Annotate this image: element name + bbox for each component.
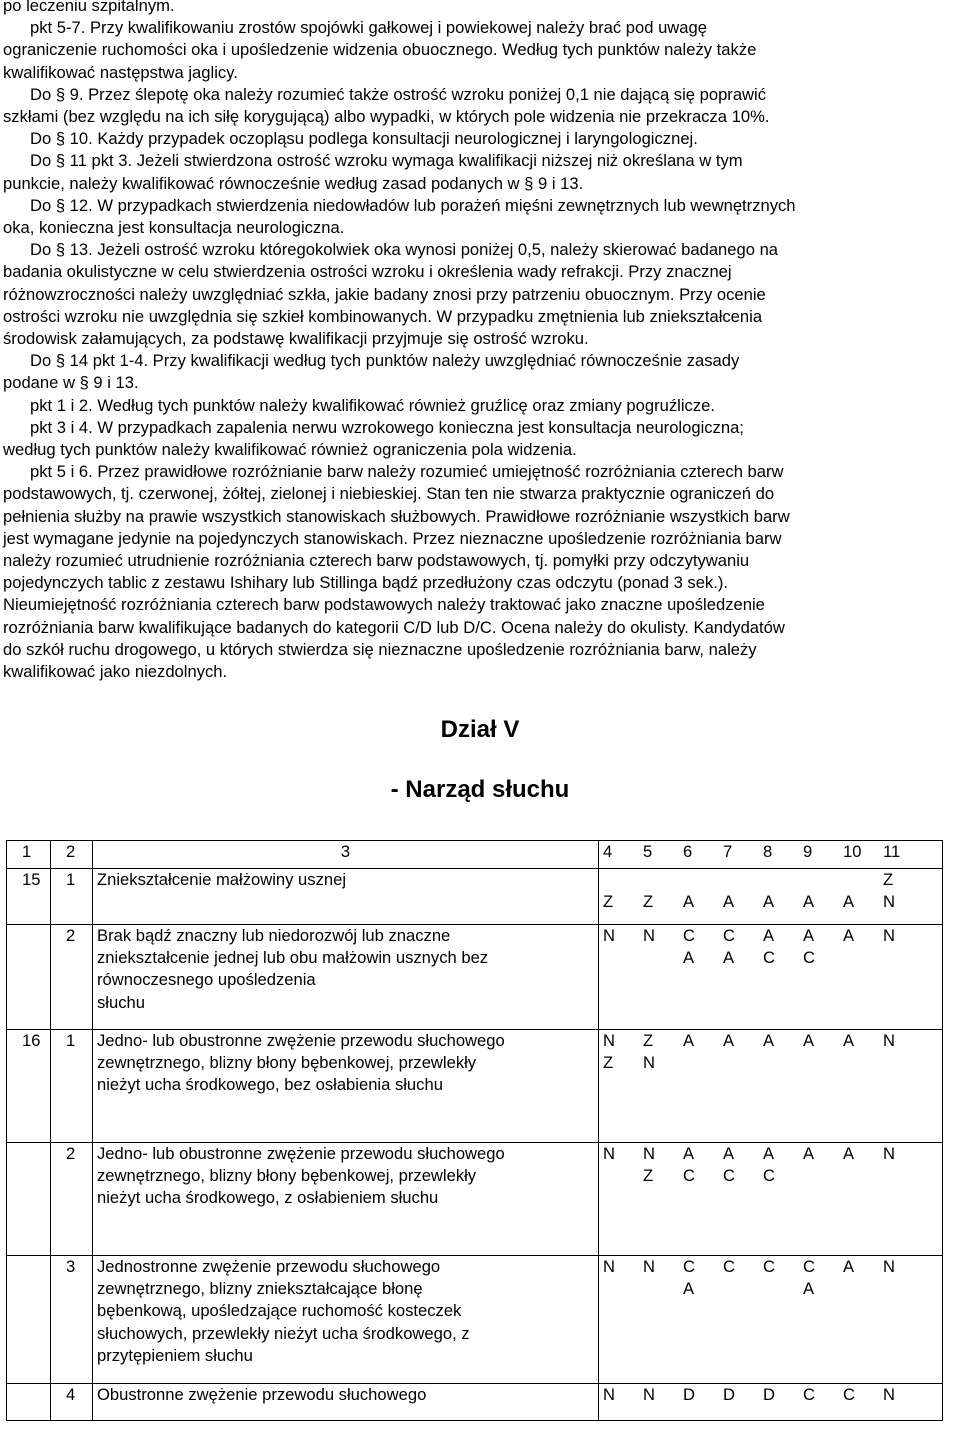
category-code: C — [683, 1166, 695, 1186]
description-line: zniekształcenie jednej lub obu małżowin usznych bez — [97, 948, 489, 968]
table-row — [7, 1384, 943, 1421]
code-line — [603, 925, 942, 947]
row-subnumber: 2 — [51, 925, 93, 1030]
category-code: N — [883, 892, 895, 912]
category-code: Z — [643, 892, 654, 912]
paragraph-line: według tych punktów należy kwalifikować również ograniczenia pola widzenia. — [3, 440, 577, 460]
paragraph-line: po leczeniu szpitalnym. — [3, 0, 175, 15]
category-code: A — [683, 1144, 695, 1163]
paragraph-line: Do § 9. Przez ślepotę oka należy rozumieć także ostrość wzroku poniżej 0,1 nie dającą się poprawić — [30, 84, 767, 104]
description-line: Jednostronne zwężenie przewodu słuchowego — [97, 1257, 441, 1276]
category-code — [883, 1278, 923, 1300]
category-code: A — [803, 892, 815, 912]
qualification-table — [6, 840, 943, 1421]
category-code: N — [883, 1385, 895, 1404]
category-code — [763, 869, 803, 891]
category-code — [763, 1052, 803, 1074]
row-description: Zniekształcenie małżowiny usznej — [93, 869, 599, 925]
paragraph-line: rozróżniania barw kwalifikujące badanych do kategorii C/D lub D/C. Ocena należy do okulisty. Kandydatów — [3, 617, 785, 637]
paragraph-line: ostrości wzroku nie uwzględnia się szkieł kombinowanych. W przypadku zmętnienia lub zniekształcenia — [3, 306, 763, 326]
category-code: Z — [643, 1166, 654, 1186]
category-code: C — [683, 1257, 695, 1276]
paragraph-line: jest wymagane jedynie na pojedynczych stanowiskach. Przez nieznaczne upośledzenie rozróżniania barw — [3, 528, 782, 548]
category-code — [843, 1052, 883, 1074]
category-code: N — [603, 926, 615, 945]
description-line: słuchowych, przewlekły nieżyt ucha środkowego, z — [97, 1323, 470, 1343]
code-line — [603, 869, 942, 891]
category-code: Z — [603, 892, 614, 912]
header-col-codes — [599, 841, 943, 869]
description-line: zewnętrznego, blizny błony bębenkowej, przewlekły — [97, 1166, 477, 1186]
header-col-7: 7 — [723, 842, 733, 861]
description-line: zewnętrznego, blizny błony bębenkowej, przewlekły — [97, 1053, 477, 1073]
category-code: C — [683, 926, 695, 945]
header-col-1: 1 — [7, 841, 51, 869]
category-code: Z — [883, 870, 894, 889]
table-row — [7, 869, 943, 925]
row-description — [93, 1256, 599, 1384]
paragraph-line: środowisk załamujących, za podstawę kwalifikacji przyjmuje się ostrość wzroku. — [3, 329, 589, 349]
description-line: nieżyt ucha środkowego, bez osłabienia słuchu — [97, 1075, 443, 1095]
description-line: Jedno- lub obustronne zwężenie przewodu słuchowego — [97, 1031, 505, 1050]
code-line — [603, 1256, 942, 1278]
category-code: C — [763, 948, 775, 968]
description-line: równoczesnego upośledzenia — [97, 970, 316, 990]
paragraph-line: kwalifikować jako niezdolnych. — [3, 662, 228, 682]
row-codes — [599, 1143, 943, 1256]
category-code: A — [843, 926, 855, 945]
row-codes — [599, 1256, 943, 1384]
category-code — [843, 1278, 883, 1300]
row-description — [93, 1143, 599, 1256]
row-description — [93, 925, 599, 1030]
code-line — [603, 1278, 942, 1300]
category-code: A — [803, 926, 815, 945]
category-code — [683, 1052, 723, 1074]
description-line: przytępieniem słuchu — [97, 1345, 253, 1365]
row-number — [7, 1256, 51, 1384]
category-code: D — [723, 1385, 735, 1404]
header-col-5: 5 — [643, 842, 653, 861]
category-code — [603, 1165, 643, 1187]
category-code: A — [803, 1031, 815, 1050]
paragraph-line: pkt 5 i 6. Przez prawidłowe rozróżnianie barw należy rozumieć umiejętność rozróżniania czterech barw — [30, 462, 784, 482]
category-code: A — [763, 892, 775, 912]
category-code — [603, 947, 643, 969]
paragraph-line: różnowzroczności należy uwzględniać szkła, jakie badany znosi przy patrzeniu obuocznym. Przy ocenie — [3, 284, 766, 304]
category-code: A — [803, 1144, 815, 1163]
category-code: A — [723, 1144, 735, 1163]
row-codes — [599, 1030, 943, 1143]
table-row — [7, 1143, 943, 1256]
category-code — [883, 1052, 923, 1074]
category-code: A — [843, 1031, 855, 1050]
category-code: N — [603, 1031, 615, 1050]
header-codes — [603, 841, 942, 863]
category-code: A — [723, 1031, 735, 1050]
row-number: 15 — [7, 869, 51, 925]
category-code: Z — [603, 1053, 614, 1073]
category-code: A — [683, 1031, 695, 1050]
paragraph-line: Do § 10. Każdy przypadek oczopląsu podlega konsultacji neurologicznej i laryngologicznej. — [30, 129, 698, 149]
row-description — [93, 1030, 599, 1143]
row-subnumber: 2 — [51, 1143, 93, 1256]
category-code: N — [643, 926, 655, 945]
category-code — [723, 1278, 763, 1300]
category-code — [723, 1052, 763, 1074]
category-code: C — [803, 948, 815, 968]
category-code — [843, 869, 883, 891]
paragraph-line: pojedynczych tablic z zestawu Ishihary lub Stillinga bądź przedłużony czas odczytu (ponad 3 sek.). — [3, 573, 728, 593]
category-code: A — [843, 1144, 855, 1163]
category-code — [803, 869, 843, 891]
paragraph-line: pkt 1 i 2. Według tych punktów należy kwalifikować również gruźlicę oraz zmiany pogruźlicze. — [30, 395, 715, 415]
row-codes — [599, 925, 943, 1030]
category-code — [643, 869, 683, 891]
paragraph-line: pkt 3 i 4. W przypadkach zapalenia nerwu wzrokowego konieczna jest konsultacja neurologiczna; — [30, 417, 744, 437]
category-code — [643, 1278, 683, 1300]
section-subtitle: - Narząd słuchu — [390, 776, 570, 803]
category-code: N — [883, 1257, 895, 1276]
category-code: N — [603, 1385, 615, 1404]
row-codes — [599, 869, 943, 925]
row-subnumber: 1 — [51, 869, 93, 925]
header-col-9: 9 — [803, 842, 813, 861]
category-code: C — [763, 1257, 775, 1276]
category-code: A — [763, 926, 775, 945]
paragraph-line: ograniczenie ruchomości oka i upośledzenie widzenia obuocznego. Według tych punktów należy także — [3, 40, 757, 60]
category-code: C — [843, 1385, 855, 1404]
paragraph-line: Do § 13. Jeżeli ostrość wzroku któregokolwiek oka wynosi poniżej 0,5, należy skierować badanego na — [30, 240, 779, 260]
category-code: A — [803, 1279, 815, 1299]
header-col-3: 3 — [93, 841, 599, 869]
paragraph-line: pkt 5-7. Przy kwalifikowaniu zrostów spojówki gałkowej i powiekowej należy brać pod uwagę — [30, 18, 707, 38]
paragraph-line: należy rozumieć utrudnienie rozróżniania czterech barw podstawowych, tj. pomyłki przy odczytywaniu — [3, 551, 750, 571]
category-code: N — [643, 1144, 655, 1163]
code-line — [603, 1052, 942, 1074]
code-line — [603, 1143, 942, 1165]
table-row — [7, 925, 943, 1030]
row-number — [7, 925, 51, 1030]
row-codes — [599, 1384, 943, 1421]
category-code — [883, 947, 923, 969]
header-col-4: 4 — [603, 842, 613, 861]
category-code — [723, 869, 763, 891]
category-code: Z — [643, 1031, 654, 1050]
category-code: A — [683, 948, 695, 968]
row-subnumber: 4 — [51, 1384, 93, 1421]
paragraph-line: podstawowych, tj. czerwonej, żółtej, zielonej i niebieskiej. Stan ten nie stwarza praktycznie ograniczeń do — [3, 484, 775, 504]
paragraph-line: oka, konieczna jest konsultacja neurologiczna. — [3, 218, 345, 238]
category-code: A — [763, 1031, 775, 1050]
paragraph-line: pełnienia służby na prawie wszystkich stanowiskach służbowych. Prawidłowe rozróżnianie wszystkich barw — [3, 506, 790, 526]
category-code: N — [883, 1031, 895, 1050]
category-code — [643, 947, 683, 969]
paragraph-line: podane w § 9 i 13. — [3, 373, 139, 393]
paragraph-line: kwalifikować następstwa jaglicy. — [3, 62, 238, 82]
description-line: Brak bądź znaczny lub niedorozwój lub znaczne — [97, 926, 451, 945]
row-number — [7, 1384, 51, 1421]
category-code: A — [843, 1257, 855, 1276]
category-code: N — [643, 1257, 655, 1276]
category-code: A — [723, 948, 735, 968]
code-line — [603, 891, 942, 913]
paragraph-line: Do § 11 pkt 3. Jeżeli stwierdzona ostrość wzroku wymaga kwalifikacji niższej niż określana w tym — [30, 151, 743, 171]
row-description — [93, 1384, 599, 1421]
paragraph-line: Nieumiejętność rozróżniania czterech barw podstawowych należy traktować jako znaczne upośledzenie — [3, 595, 765, 615]
category-code: N — [883, 926, 895, 945]
category-code: A — [683, 1279, 695, 1299]
table-row — [7, 1030, 943, 1143]
category-code — [883, 1165, 923, 1187]
header-col-2: 2 — [51, 841, 93, 869]
paragraph-line: punkcie, należy kwalifikować równocześnie według zasad podanych w § 9 i 13. — [3, 173, 584, 193]
code-line — [603, 1165, 942, 1187]
category-code: N — [603, 1144, 615, 1163]
row-number — [7, 1143, 51, 1256]
document-body — [3, 0, 960, 683]
category-code: C — [723, 1166, 735, 1186]
category-code: C — [763, 1166, 775, 1186]
category-code: N — [603, 1257, 615, 1276]
category-code: N — [643, 1053, 655, 1073]
category-code: D — [683, 1385, 695, 1404]
description-line: zewnętrznego, blizny zniekształcające błonę — [97, 1279, 423, 1299]
paragraph-line: badania okulistyczne w celu stwierdzenia ostrości wzroku i określenia wady refrakcji. Przy znacznej — [3, 262, 732, 282]
code-line — [603, 947, 942, 969]
header-col-11: 11 — [883, 842, 901, 861]
code-line — [603, 1384, 942, 1406]
category-code: C — [723, 1257, 735, 1276]
category-code: N — [643, 1385, 655, 1404]
paragraph-line: do szkół ruchu drogowego, u których stwierdza się nieznaczne upośledzenie rozróżniania barw, należy — [3, 639, 757, 659]
header-col-10: 10 — [843, 842, 862, 861]
category-code — [843, 947, 883, 969]
paragraph-line: Do § 12. W przypadkach stwierdzenia niedowładów lub porażeń mięśni zewnętrznych lub wewnętrznych — [30, 195, 796, 215]
description-line: nieżyt ucha środkowego, z osłabieniem słuchu — [97, 1188, 439, 1208]
category-code — [603, 1278, 643, 1300]
description-line: bębenkową, upośledzające ruchomość kosteczek — [97, 1301, 462, 1321]
category-code — [603, 869, 643, 891]
category-code: C — [723, 926, 735, 945]
description-line: słuchu — [97, 992, 145, 1012]
category-code — [763, 1278, 803, 1300]
table-row — [7, 1256, 943, 1384]
description-line: Obustronne zwężenie przewodu słuchowego — [97, 1385, 427, 1404]
category-code: A — [763, 1144, 775, 1163]
category-code — [683, 869, 723, 891]
row-subnumber: 3 — [51, 1256, 93, 1384]
paragraph-line: Do § 14 pkt 1-4. Przy kwalifikacji według tych punktów należy uwzględniać równocześnie zasady — [30, 351, 740, 371]
description-line: Jedno- lub obustronne zwężenie przewodu słuchowego — [97, 1144, 505, 1163]
category-code — [843, 1165, 883, 1187]
header-col-6: 6 — [683, 842, 693, 861]
category-code: A — [723, 892, 735, 912]
category-code: N — [883, 1144, 895, 1163]
section-title: Dział V — [440, 716, 520, 743]
category-code: C — [803, 1257, 815, 1276]
category-code: A — [843, 892, 855, 912]
category-code — [803, 1052, 843, 1074]
code-line — [603, 1030, 942, 1052]
category-code: D — [763, 1385, 775, 1404]
row-number: 16 — [7, 1030, 51, 1143]
row-subnumber: 1 — [51, 1030, 93, 1143]
header-col-8: 8 — [763, 842, 773, 861]
category-code: A — [683, 892, 695, 912]
category-code — [803, 1165, 843, 1187]
table-header-row — [7, 841, 943, 869]
paragraph-line: szkłami (bez względu na ich siłę korygującą) albo wypadki, w których pole widzenia nie przekracza 10%. — [3, 107, 770, 127]
category-code: C — [803, 1385, 815, 1404]
